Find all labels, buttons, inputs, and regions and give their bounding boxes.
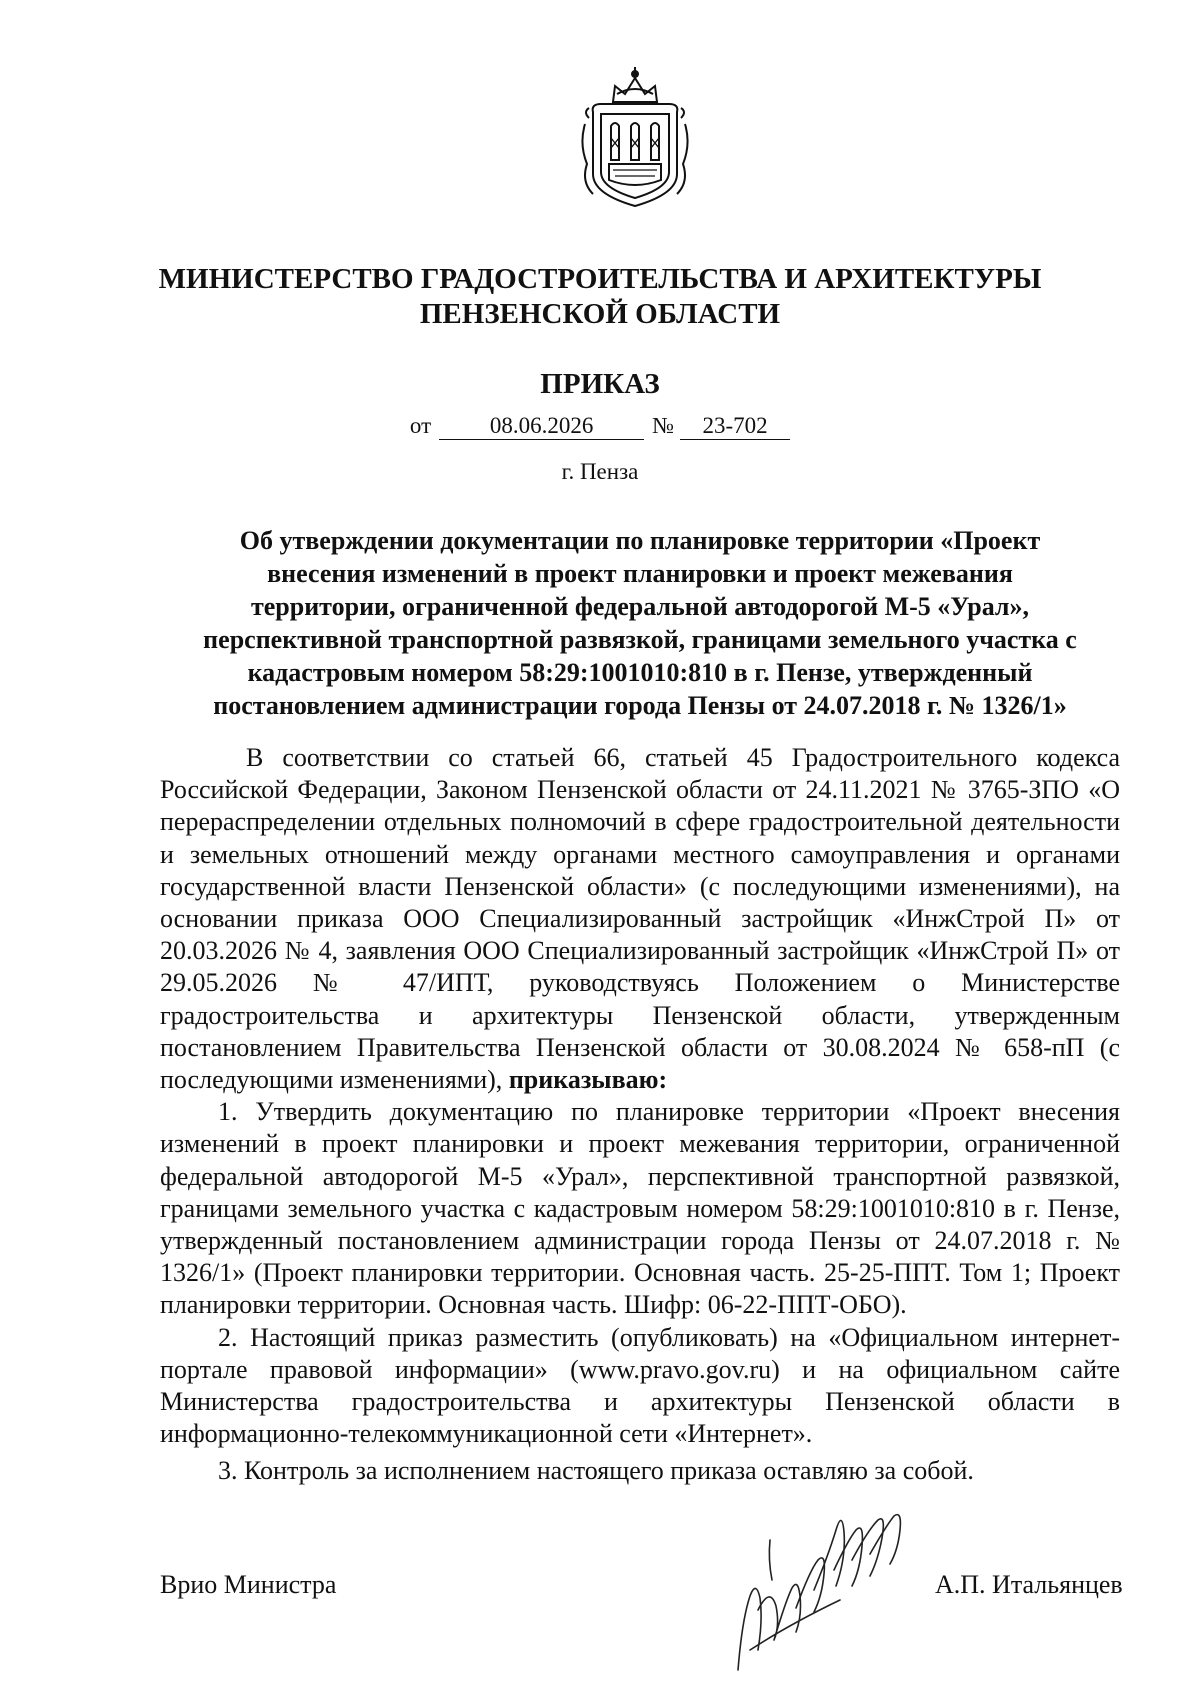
order-number: 23-702 [680, 413, 790, 440]
preamble-text: В соответствии со статьей 66, статьей 45 Градостроительного кодекса Российской Федерации, Законом Пензенской области от 24.11.2021 № 3765-ЗПО «О перераспределении отдельных полномочий в сфере градостроительной деятельности и земельных отношений между органами местного самоуправления и органами государственной власти Пензенской области» (с последующими изменениями), на основании приказа ООО Специализированный застройщик «ИнжСтрой П» от 20.03.2026 № 4, заявления ООО Специализированный застройщик «ИнжСтрой П» от 29.05.2026 № 47/ИПТ, руководствуясь Положением о Министерстве градостроительства и архитектуры Пензенской области, утвержденным постановлением Правительства Пензенской области от 30.08.2024 № 658-пП (с последующими изменениями), [160, 743, 1120, 1095]
order-subject [160, 524, 1120, 722]
document-type: ПРИКАЗ [540, 368, 660, 400]
coat-of-arms-icon [575, 64, 695, 214]
order-date: 08.06.2026 [439, 413, 644, 440]
preamble-directive: приказываю: [508, 1065, 668, 1095]
subject-line: постановлением администрации города Пензы от 24.07.2018 г. № 1326/1» [213, 691, 1067, 720]
subject-line: перспективной транспортной развязкой, границами земельного участка с [203, 625, 1077, 654]
subject-line: территории, ограниченной федеральной автодорогой М-5 «Урал», [250, 592, 1030, 621]
signatory-name: А.П. Итальянцев [935, 1570, 1123, 1599]
city: г. Пенза [561, 459, 639, 484]
subject-line: Об утверждении документации по планировке территории «Проект [239, 526, 1041, 555]
order-date-number [0, 413, 1200, 440]
order-item-2: 2. Настоящий приказ разместить (опубликовать) на «Официальном интернет-портале правовой информации» (www.pravo.gov.ru) и на официальном сайте Министерства градостроительства и архитектуры Пензенской области в информационно-телекоммуникационной сети «Интернет». [160, 1322, 1120, 1449]
signatory-position: Врио Министра [160, 1570, 337, 1599]
order-item-3: 3. Контроль за исполнением настоящего приказа оставляю за собой. [218, 1456, 974, 1486]
date-prefix: от [409, 413, 432, 438]
number-prefix: № [652, 413, 675, 438]
ministry-name-line1: МИНИСТЕРСТВО ГРАДОСТРОИТЕЛЬСТВА И АРХИТЕКТУРЫ [158, 263, 1042, 295]
subject-line: внесения изменений в проект планировки и проект межевания [267, 559, 1013, 588]
order-body [160, 742, 1120, 1488]
subject-line: кадастровым номером 58:29:1001010:810 в г. Пензе, утвержденный [247, 658, 1033, 687]
handwritten-signature [730, 1500, 920, 1675]
preamble-paragraph [160, 742, 1120, 1096]
order-item-1: 1. Утвердить документацию по планировке территории «Проект внесения изменений в проект планировки и проект межевания территории, ограниченной федеральной автодорогой М-5 «Урал», перспективной транспортной развязкой, границами земельного участка с кадастровым номером 58:29:1001010:810 в г. Пензе, утвержденный постановлением администрации города Пензы от 24.07.2018 г. № 1326/1» (Проект планировки территории. Основная часть. 25-25-ППТ. Том 1; Проект планировки территории. Основная часть. Шифр: 06-22-ППТ-ОБО). [160, 1097, 1120, 1320]
ministry-name [0, 262, 1200, 332]
ministry-name-line2: ПЕНЗЕНСКОЙ ОБЛАСТИ [419, 298, 781, 330]
